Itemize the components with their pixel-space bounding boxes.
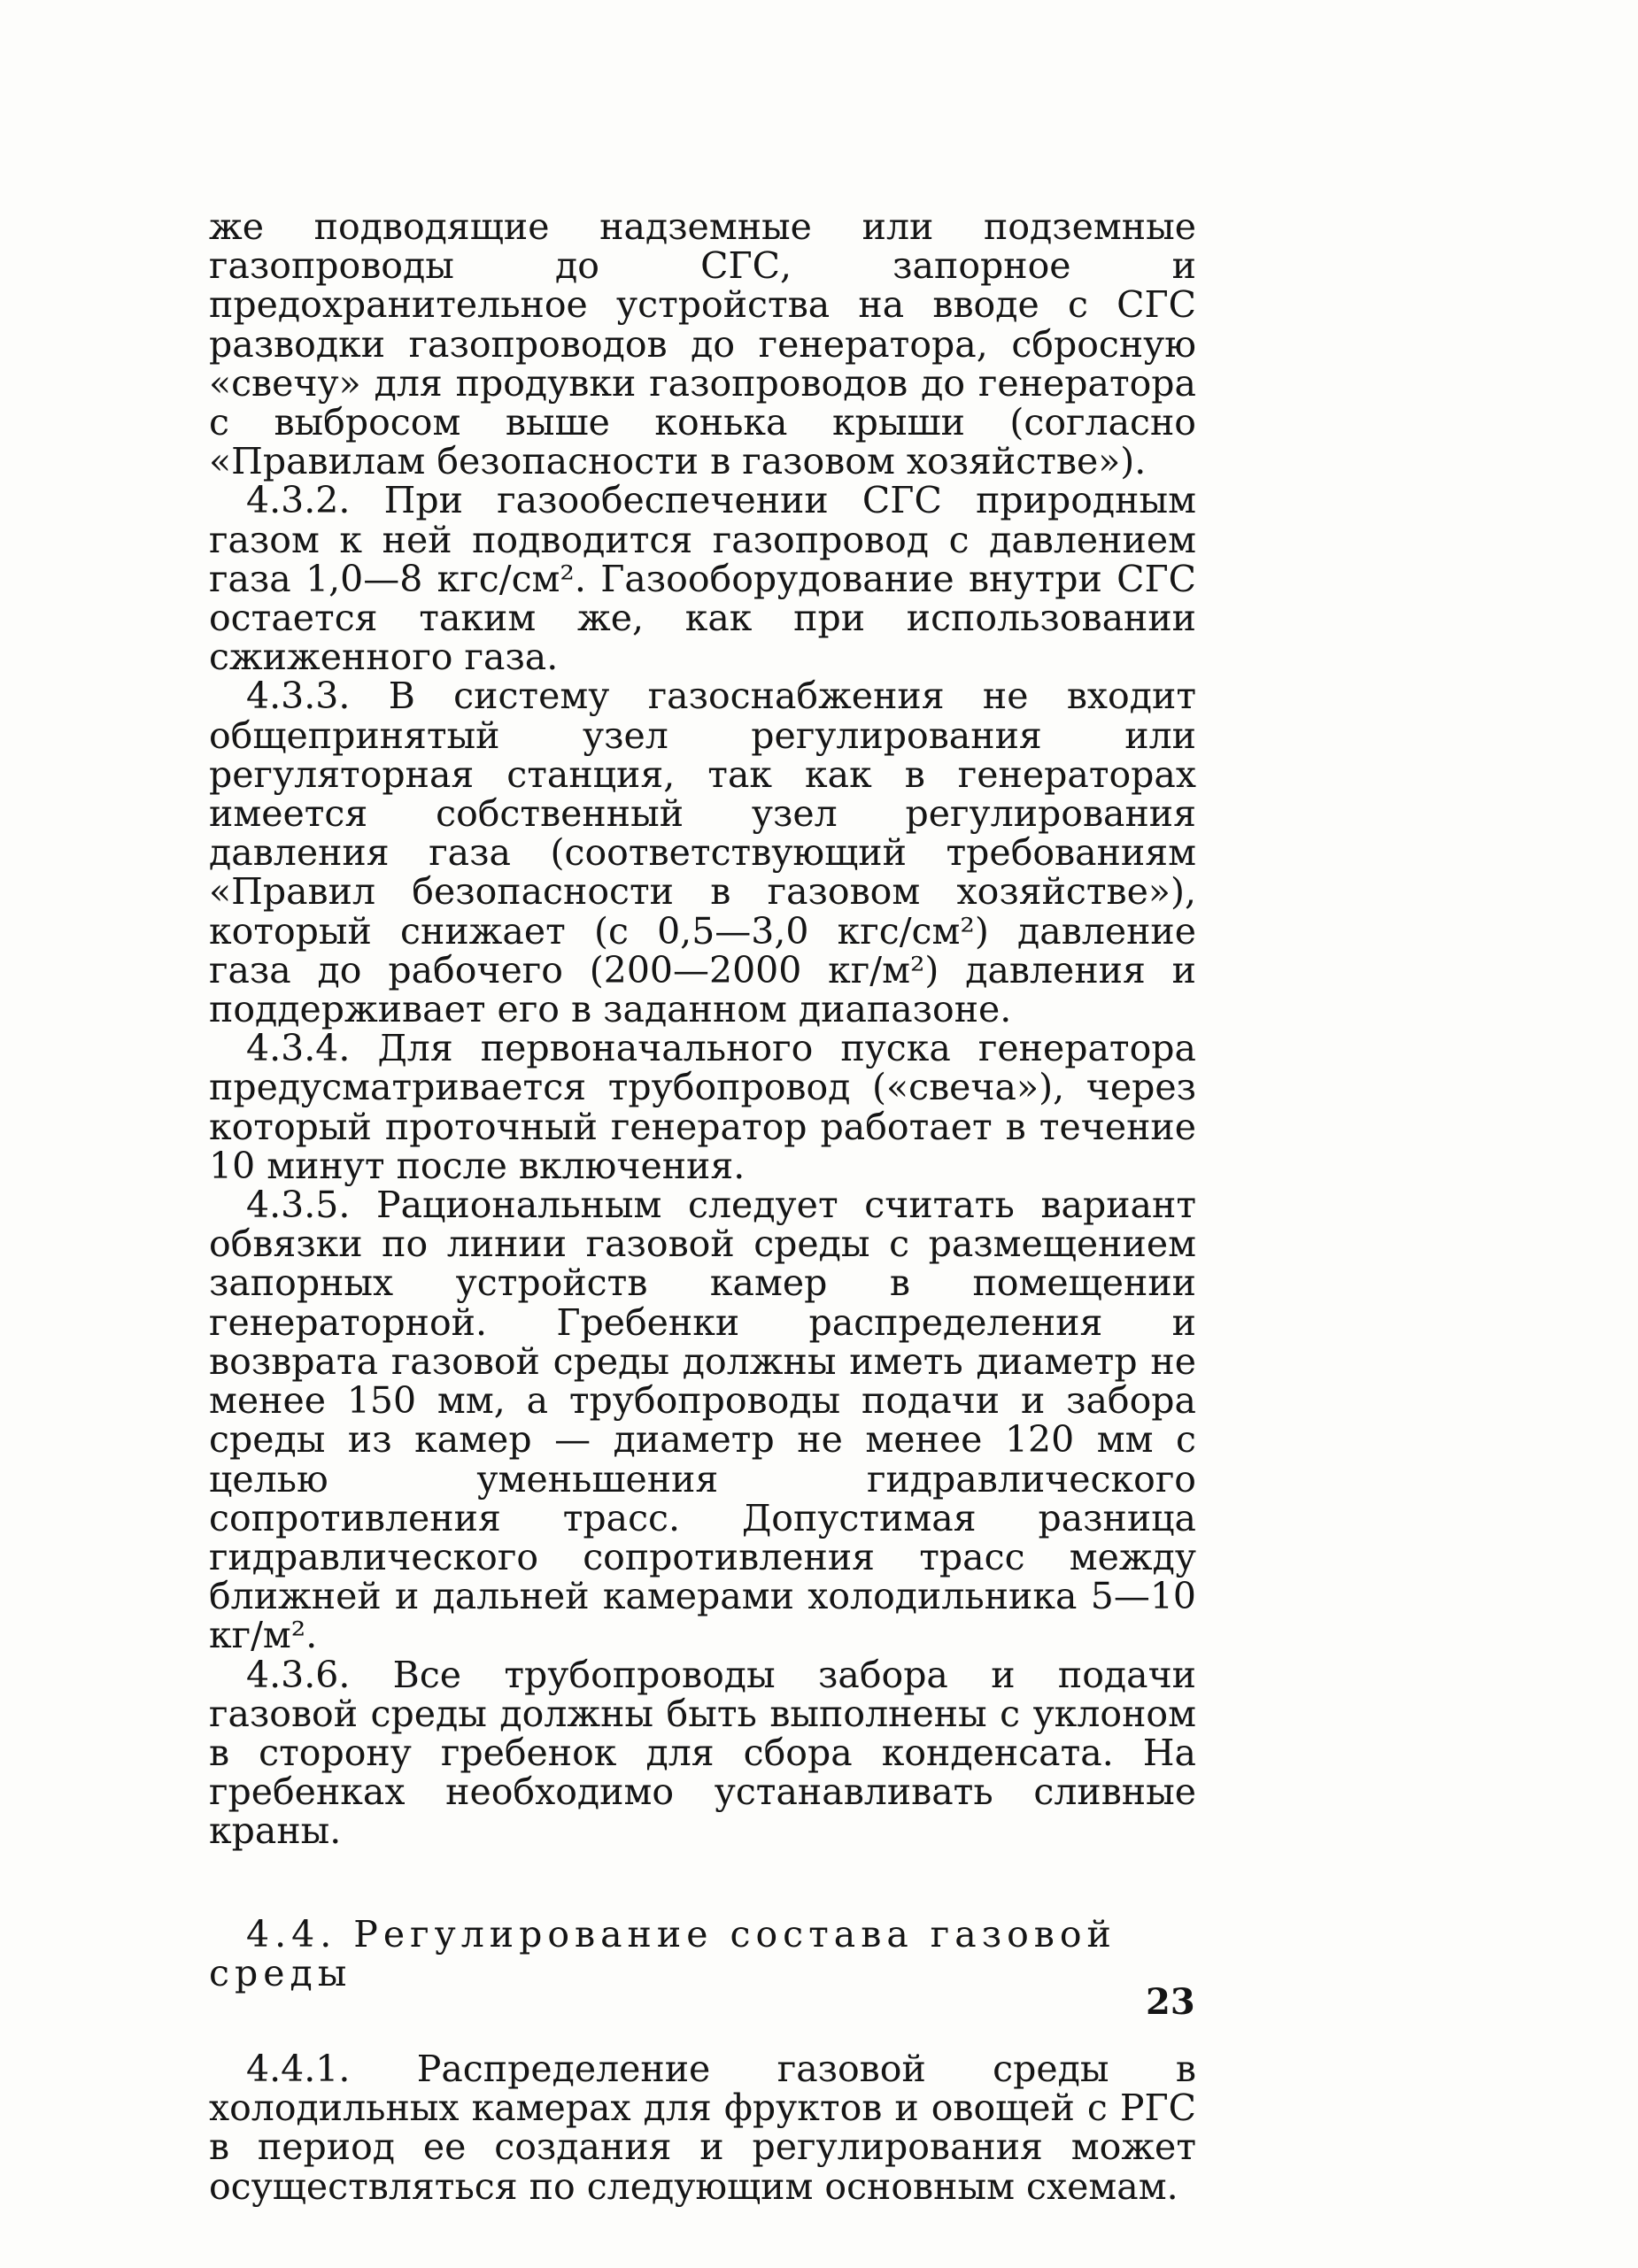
paragraph-continuation: же подводящие надземные или подземные газопроводы до СГС, запорное и предохранительное устройства на вводе с СГС разводки газопроводов до генератора, сбросную «свечу» для продувки газопроводов до генератора с выбросом выше конька крыши (согласно «Правилам безопасности в газовом хозяйстве»). [209,205,1196,483]
paragraph-4-3-4: 4.3.4. Для первоначального пуска генератора предусматривается трубопровод («свеча»), через который проточный генератор работает в течение 10 минут после включения. [209,1027,1196,1187]
paragraph-4-3-2: 4.3.2. При газообеспечении СГС природным газом к ней подводится газопровод с давлением газа 1,0—8 кгс/см². Газооборудование внутри СГС остается таким же, как при использовании сжиженного газа. [209,479,1196,679]
text-column [209,207,1196,2206]
paragraph-4-3-3: 4.3.3. В систему газоснабжения не входит общепринятый узел регулирования или регуляторная станция, так как в генераторах имеется собственный узел регулирования давления газа (соответствующий требованиям «Правил безопасности в газовом хозяйстве»), который снижает (с 0,5—3,0 кгс/см²) давление газа до рабочего (200—2000 кг/м²) давления и поддерживает его в заданном диапазоне. [209,675,1196,1031]
paragraph-4-4-1: 4.4.1. Распределение газовой среды в холодильных камерах для фруктов и овощей с РГС в период ее создания и регулирования может осуществляться по следующим основным схемам. [209,2047,1196,2208]
paragraph-4-3-5: 4.3.5. Рациональным следует считать вариант обвязки по линии газовой среды с размещением запорных устройств камер в помещении генераторной. Гребенки распределения и возврата газовой среды должны иметь диаметр не менее 150 мм, а трубопроводы подачи и забора среды из камер — диаметр не менее 120 мм с целью уменьшения гидравлического сопротивления трасс. Допустимая разница гидравлического сопротивления трасс между ближней и дальней камерами холодильника 5—10 кг/м². [209,1184,1196,1657]
page-number: 23 [1146,1981,1195,2023]
section-heading-4-4: 4.4. Регулирование состава газовой среды [209,1912,1116,1994]
paragraph-4-3-6: 4.3.6. Все трубопроводы забора и подачи газовой среды должны быть выполнены с уклоном в сторону гребенок для сбора конденсата. На гребенках необходимо устанавливать сливные краны. [209,1653,1196,1853]
